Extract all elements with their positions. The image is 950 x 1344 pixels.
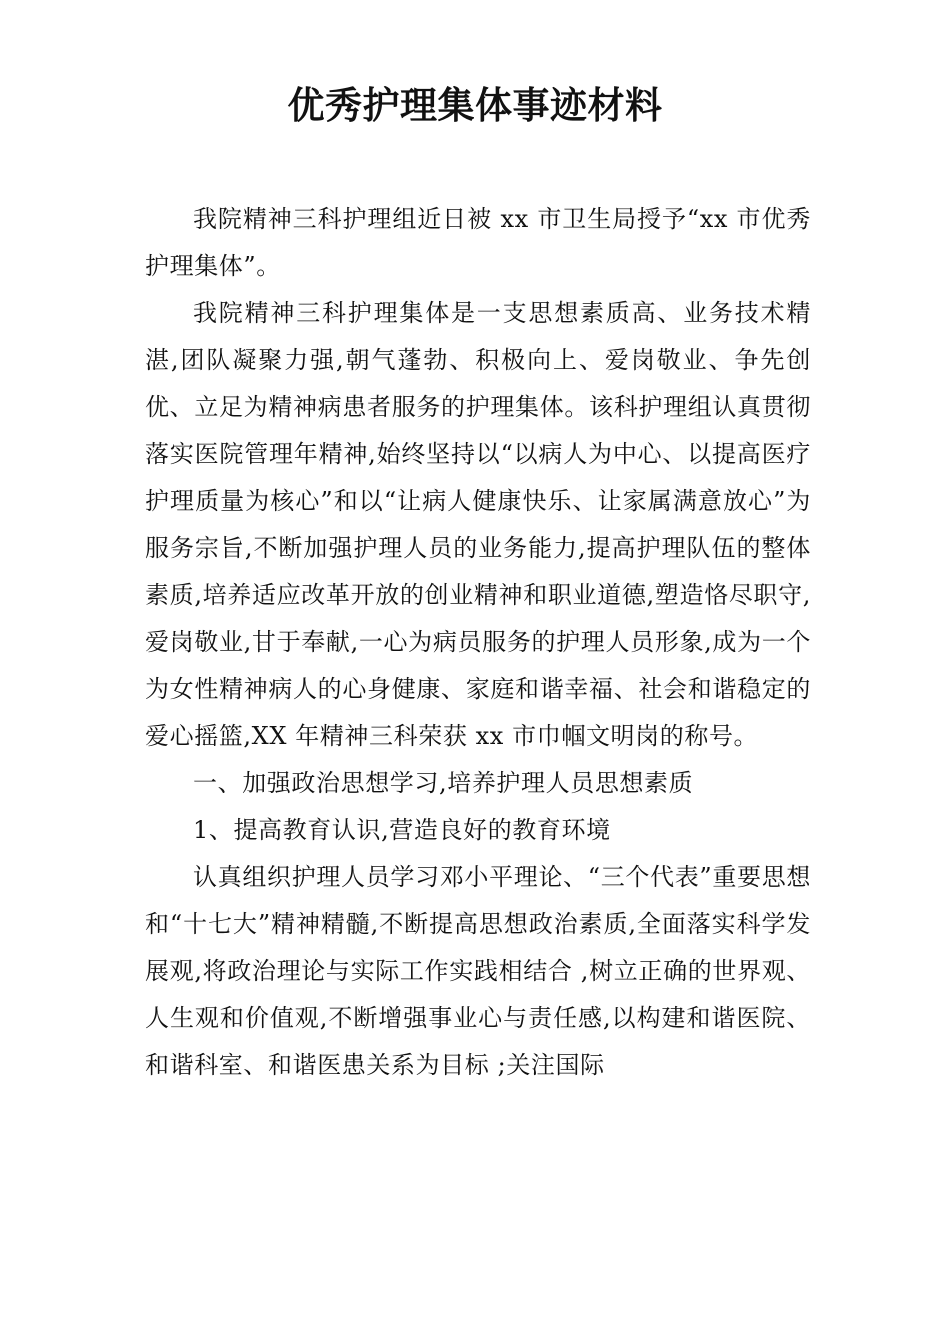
document-title: 优秀护理集体事迹材料: [287, 84, 663, 127]
document-body: [145, 196, 811, 1089]
paragraph-study-details: 认真组织护理人员学习邓小平理论、“三个代表”重要思想和“十七大”精神精髓,不断提高思想政治素质,全面落实科学发展观,将政治理论与实际工作实践相结合 ,树立正确的世界观、人生观和价值观,不断增强事业心与责任感,以构建和谐医院、和谐科室、和谐医患关系为目标 ;关注国际: [145, 863, 811, 1079]
subsection-heading-education: 1、提高教育认识,营造良好的教育环境: [193, 816, 611, 844]
paragraph-award-intro: 我院精神三科护理组近日被 xx 市卫生局授予“xx 市优秀护理集体”。: [145, 205, 811, 280]
paragraph-team-description: 我院精神三科护理集体是一支思想素质高、业务技术精湛,团队凝聚力强,朝气蓬勃、积极向上、爱岗敬业、争先创优、立足为精神病患者服务的护理集体。该科护理组认真贯彻落实医院管理年精神,始终坚持以“以病人为中心、以提高医疗护理质量为核心”和以“让病人健康快乐、让家属满意放心”为服务宗旨,不断加强护理人员的业务能力,提高护理队伍的整体素质,培养适应改革开放的创业精神和职业道德,塑造恪尽职守,爱岗敬业,甘于奉献,一心为病员服务的护理人员形象,成为一个为女性精神病人的心身健康、家庭和谐幸福、社会和谐稳定的爱心摇篮,XX 年精神三科荣获 xx 市巾帼文明岗的称号。: [145, 299, 811, 750]
section-heading-political-study: 一、加强政治思想学习,培养护理人员思想素质: [193, 769, 694, 797]
